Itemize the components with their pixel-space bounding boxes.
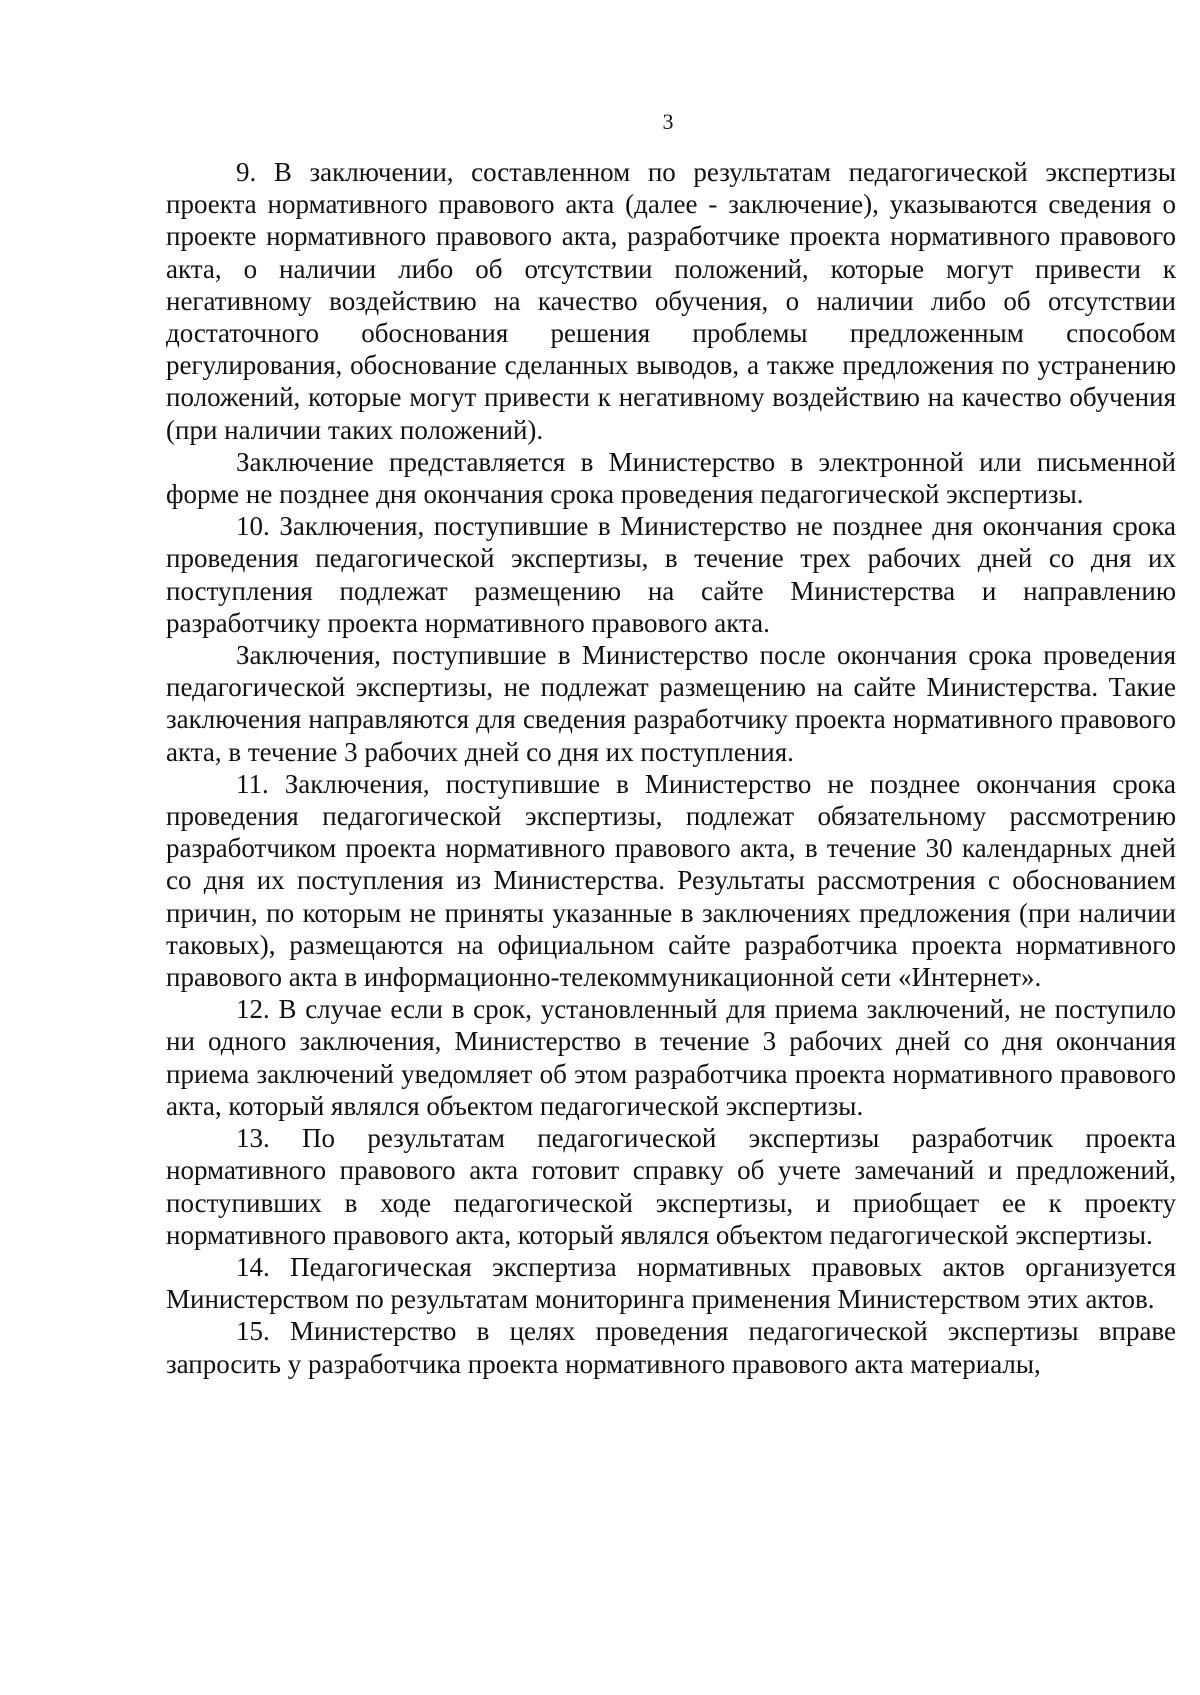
paragraph-15: 15. Министерство в целях проведения педагогической экспертизы вправе запросить у разработчика проекта нормативного правового акта материалы,: [166, 1316, 1176, 1379]
paragraph-10: 10. Заключения, поступившие в Министерство не позднее дня окончания срока проведения педагогической экспертизы, в течение трех рабочих дней со дня их поступления подлежат размещению на сайте Министерства и направлению разработчику проекта нормативного правового акта.: [166, 511, 1176, 638]
paragraph-14: 14. Педагогическая экспертиза нормативных правовых актов организуется Министерством по результатам мониторинга применения Министерством этих актов.: [166, 1251, 1176, 1315]
paragraph-9-continuation: Заключение представляется в Министерство в электронной или письменной форме не позднее дня окончания срока проведения педагогической экспертизы.: [166, 446, 1176, 510]
document-body: [166, 156, 1176, 1380]
paragraph-10-continuation: Заключения, поступившие в Министерство после окончания срока проведения педагогической экспертизы, не подлежат размещению на сайте Министерства. Такие заключения направляются для сведения разработчику проекта нормативного правового акта, в течение 3 рабочих дней со дня их поступления.: [166, 640, 1176, 767]
paragraph-13: 13. По результатам педагогической экспертизы разработчик проекта нормативного правового акта готовит справку об учете замечаний и предложений, поступивших в ходе педагогической экспертизы, и приобщает ее к проекту нормативного правового акта, который являлся объектом педагогической экспертизы.: [166, 1123, 1176, 1250]
page-number: 3: [662, 109, 674, 134]
paragraph-11: 11. Заключения, поступившие в Министерство не позднее окончания срока проведения педагогической экспертизы, подлежат обязательному рассмотрению разработчиком проекта нормативного правового акта, в течение 30 календарных дней со дня их поступления из Министерства. Результаты рассмотрения с обоснованием причин, по которым не приняты указанные в заключениях предложения (при наличии таковых), размещаются на официальном сайте разработчика проекта нормативного правового акта в информационно-телекоммуникационной сети «Интернет».: [166, 768, 1176, 993]
paragraph-9: 9. В заключении, составленном по результатам педагогической экспертизы проекта нормативного правового акта (далее - заключение), указываются сведения о проекте нормативного правового акта, разработчике проекта нормативного правового акта, о наличии либо об отсутствии положений, которые могут привести к негативному воздействию на качество обучения, о наличии либо об отсутствии достаточного обоснования решения проблемы предложенным способом регулирования, обоснование сделанных выводов, а также предложения по устранению положений, которые могут привести к негативному воздействию на качество обучения (при наличии таких положений).: [166, 157, 1176, 445]
paragraph-12: 12. В случае если в срок, установленный для приема заключений, не поступило ни одного заключения, Министерство в течение 3 рабочих дней со дня окончания приема заключений уведомляет об этом разработчика проекта нормативного правового акта, который являлся объектом педагогической экспертизы.: [166, 994, 1176, 1121]
